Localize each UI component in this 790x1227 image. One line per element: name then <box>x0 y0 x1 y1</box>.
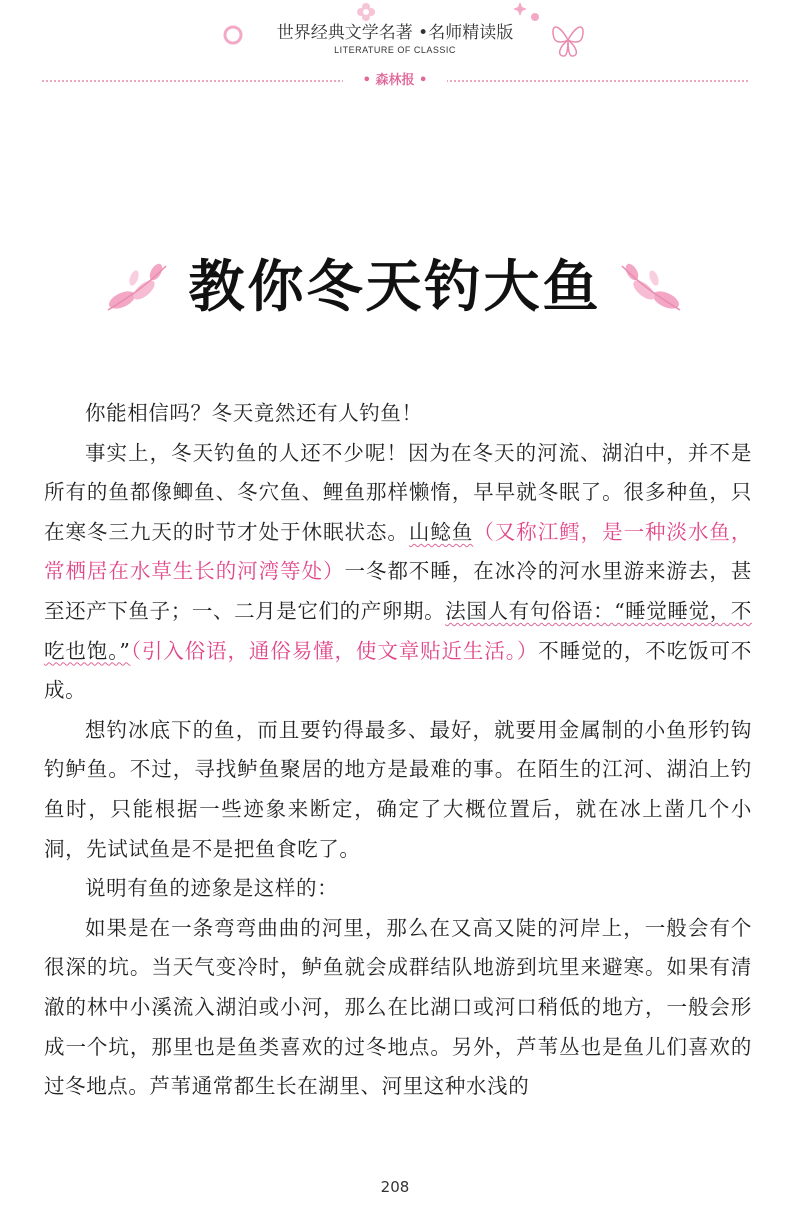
right-flower-ornament-icon <box>616 260 684 316</box>
page-number: 208 <box>380 1178 410 1196</box>
paragraph-2-text-b: 一冬都不睡，在冰冷的河水里游来游去，甚至还产下鱼子；一、二月是它们的产卵期。 <box>44 559 752 623</box>
paragraph-5: 如果是在一条弯弯曲曲的河里，那么在又高又陡的河岸上，一般会有个很深的坑。当天气变冷时，鲈鱼就会成群结队地游到坑里来避寒。如果有清澈的林中小溪流入湖泊或小河，那么在比湖口或河口稍低的地方，一般会形成一个坑，那里也是鱼类喜欢的过冬地点。另外，芦苇丛也是鱼儿们喜欢的过冬地点。芦苇通常都生长在湖里、河里这种水浅的 <box>44 915 752 1099</box>
paragraph-1: 你能相信吗？冬天竟然还有人钓鱼！ <box>85 401 423 425</box>
annotation-note-1: （又称江鳕，是一种淡水鱼，常栖居在水草生长的河湾等处） <box>44 519 752 584</box>
highlighted-proverb: 法国人有句俗语：“睡觉睡觉，不吃也饱。” <box>44 598 752 663</box>
paragraph-2-text-a: 事实上，冬天钓鱼的人还不少呢！因为在冬天的河流、湖泊中，并不是所有的鱼都像鲫鱼、冬穴鱼、鲤鱼那样懒惰，早早就冬眠了。很多种鱼，只在寒冬三九天的时节才处于休眠状态。 <box>44 440 752 544</box>
section-label: • 森林报 • <box>343 70 447 92</box>
paragraph-2-text-c: 不睡觉的，不吃饭可不成。 <box>44 638 753 703</box>
chapter-title-row <box>0 248 790 328</box>
annotation-note-2: （引入俗语，通俗易懂，使文章贴近生活。） <box>130 638 539 663</box>
page-header <box>0 0 790 110</box>
paragraph-4: 说明有鱼的迹象是这样的： <box>85 876 339 901</box>
star-ornament-icon <box>513 2 527 16</box>
paragraph-2 <box>44 434 752 711</box>
series-subtitle: LITERATURE OF CLASSIC <box>334 45 456 55</box>
chapter-title: 教你冬天钓大鱼 <box>188 255 602 320</box>
highlighted-term-burbot: 山鲶鱼 <box>408 519 474 544</box>
article-body <box>44 394 752 1107</box>
paragraph-3: 想钓冰底下的鱼，而且要钓得最多、最好，就要用金属制的小鱼形钓钩钓鲈鱼。不过，寻找鲈鱼聚居的地方是最难的事。在陌生的江河、湖泊上钓鱼时，只能根据一些迹象来断定，确定了大概位置后，就在冰上凿几个小洞，先试试鱼是不是把鱼食吃了。 <box>44 717 752 861</box>
series-title: 世界经典文学名著 •名师精读版 <box>276 23 514 43</box>
